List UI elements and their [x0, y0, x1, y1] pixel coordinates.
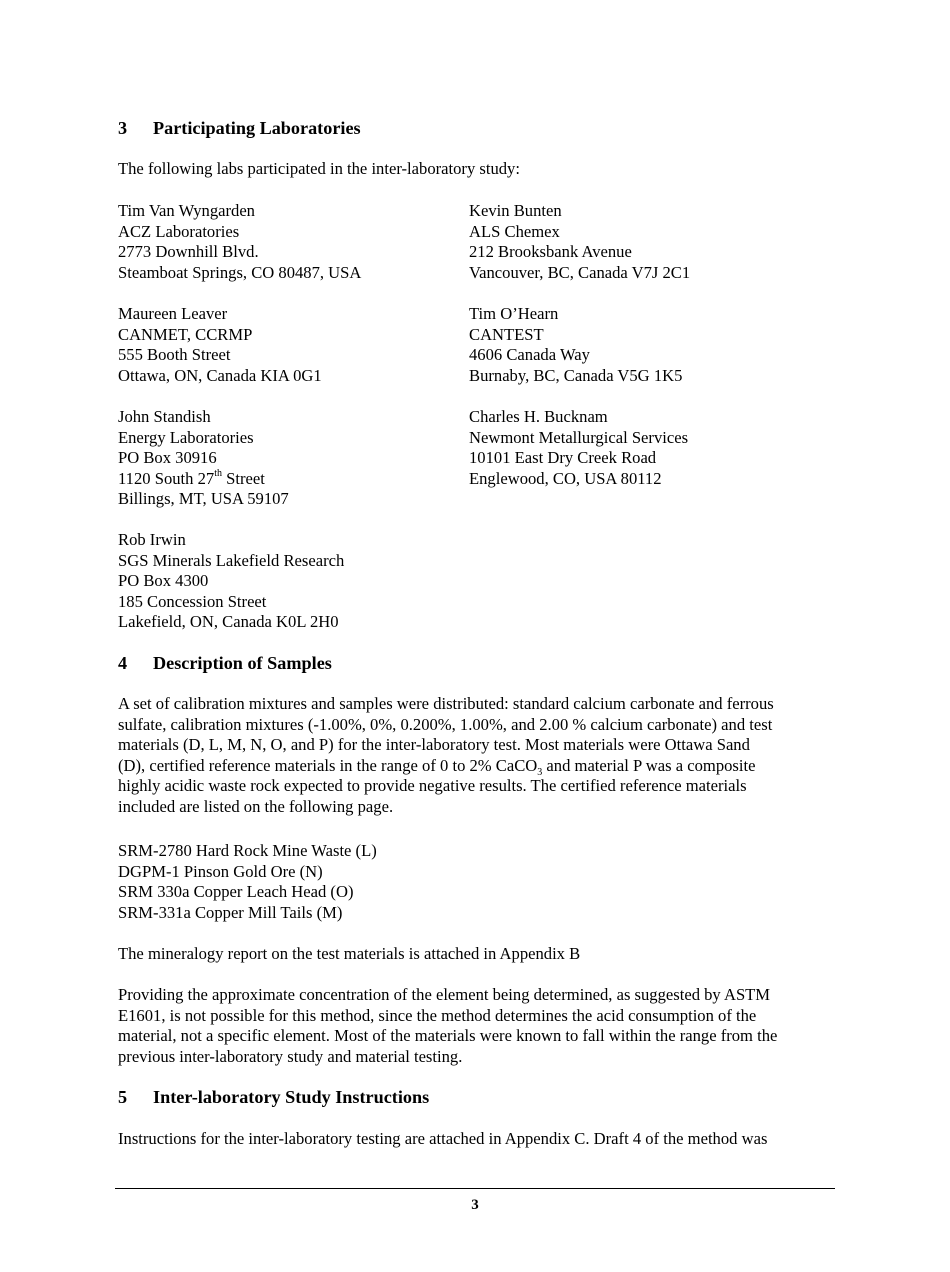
- section-number: 4: [118, 653, 128, 673]
- lab-organization: SGS Minerals Lakefield Research: [118, 550, 345, 570]
- section-4-paragraph-1: [118, 694, 834, 818]
- lab-city: Ottawa, ON, Canada KIA 0G1: [118, 365, 322, 385]
- lab-city: Burnaby, BC, Canada V5G 1K5: [469, 365, 683, 385]
- lab-organization: ALS Chemex: [469, 221, 560, 241]
- lab-city: Englewood, CO, USA 80112: [469, 468, 662, 488]
- section-5-heading: [118, 1087, 429, 1108]
- lab-po-box: PO Box 30916: [118, 448, 217, 468]
- lab-street: 555 Booth Street: [118, 345, 231, 365]
- lab-street: [118, 469, 289, 490]
- text-line: previous inter-laboratory study and material testing.: [118, 1046, 463, 1066]
- list-item: SRM 330a Copper Leach Head (O): [118, 882, 354, 902]
- lab-city: Vancouver, BC, Canada V7J 2C1: [469, 262, 691, 282]
- lab-block-canmet: [118, 304, 322, 386]
- ordinal-suffix: th: [214, 468, 222, 480]
- lab-block-energy: [118, 407, 289, 510]
- lab-block-newmont: [469, 407, 688, 489]
- section-4-paragraph-2: The mineralogy report on the test materials is attached in Appendix B: [118, 944, 581, 963]
- text-line: material, not a specific element. Most of the materials were known to fall within the range from the: [118, 1026, 778, 1046]
- lab-block-acz: [118, 201, 361, 283]
- lab-block-cantest: [469, 304, 682, 386]
- text-line: materials (D, L, M, N, O, and P) for the inter-laboratory test. Most materials were Ottawa Sand: [118, 735, 750, 755]
- section-title: Description of Samples: [153, 653, 332, 673]
- lab-city: Billings, MT, USA 59107: [118, 489, 289, 509]
- list-item: SRM-331a Copper Mill Tails (M): [118, 902, 343, 922]
- footer-divider: [115, 1188, 835, 1189]
- section-number: 3: [118, 118, 128, 138]
- text-line: sulfate, calibration mixtures (-1.00%, 0%, 0.200%, 1.00%, and 2.00 % calcium carbonate) and test: [118, 714, 773, 734]
- section-title: Participating Laboratories: [153, 118, 361, 138]
- section-4-heading: [118, 653, 332, 674]
- page-number: 3: [471, 1197, 479, 1213]
- street-name: Street: [221, 468, 265, 488]
- text-line: included are listed on the following page.: [118, 796, 394, 816]
- lab-organization: Newmont Metallurgical Services: [469, 427, 689, 447]
- lab-block-sgs: [118, 530, 344, 633]
- street-number: 1120 South 27: [118, 468, 215, 488]
- text-line: Providing the approximate concentration of the element being determined, as suggested by ASTM: [118, 985, 771, 1004]
- text-span: and material P was a composite: [542, 755, 756, 775]
- lab-contact-name: Kevin Bunten: [469, 201, 562, 220]
- materials-list: [118, 841, 834, 923]
- lab-street: 2773 Downhill Blvd.: [118, 242, 259, 262]
- section-number: 5: [118, 1087, 128, 1107]
- text-line: A set of calibration mixtures and samples were distributed: standard calcium carbonate and ferrous: [118, 694, 774, 713]
- lab-street: 212 Brooksbank Avenue: [469, 242, 632, 262]
- text-span: (D), certified reference materials in the range of 0 to 2% CaCO: [118, 755, 538, 775]
- lab-contact-name: John Standish: [118, 407, 211, 426]
- lab-organization: CANTEST: [469, 324, 544, 344]
- section-5-paragraph-1: [118, 1129, 834, 1150]
- section-4-paragraph-3: [118, 985, 834, 1067]
- lab-street: 185 Concession Street: [118, 591, 267, 611]
- section-3-heading: [118, 118, 361, 139]
- lab-block-als: [469, 201, 690, 283]
- list-item: DGPM-1 Pinson Gold Ore (N): [118, 861, 323, 881]
- lab-city: Lakefield, ON, Canada K0L 2H0: [118, 612, 339, 632]
- subscript: 3: [537, 767, 543, 779]
- lab-contact-name: Tim Van Wyngarden: [118, 201, 255, 220]
- lab-contact-name: Rob Irwin: [118, 530, 186, 549]
- text-line: highly acidic waste rock expected to provide negative results. The certified reference materials: [118, 776, 747, 796]
- lab-city: Steamboat Springs, CO 80487, USA: [118, 262, 362, 282]
- list-item: SRM-2780 Hard Rock Mine Waste (L): [118, 841, 377, 860]
- lab-organization: ACZ Laboratories: [118, 221, 240, 241]
- lab-contact-name: Maureen Leaver: [118, 304, 228, 323]
- lab-organization: Energy Laboratories: [118, 427, 254, 447]
- lab-street: 4606 Canada Way: [469, 345, 590, 365]
- section-3-intro: The following labs participated in the inter-laboratory study:: [118, 159, 520, 178]
- text-line: Instructions for the inter-laboratory testing are attached in Appendix C. Draft 4 of the method was: [118, 1129, 768, 1148]
- lab-contact-name: Charles H. Bucknam: [469, 407, 608, 426]
- lab-organization: CANMET, CCRMP: [118, 324, 253, 344]
- lab-street: 10101 East Dry Creek Road: [469, 448, 657, 468]
- section-title: Inter-laboratory Study Instructions: [153, 1087, 430, 1107]
- lab-po-box: PO Box 4300: [118, 571, 209, 591]
- lab-contact-name: Tim O’Hearn: [469, 304, 559, 323]
- text-line: E1601, is not possible for this method, since the method determines the acid consumption of the: [118, 1005, 757, 1025]
- text-line: [118, 756, 834, 777]
